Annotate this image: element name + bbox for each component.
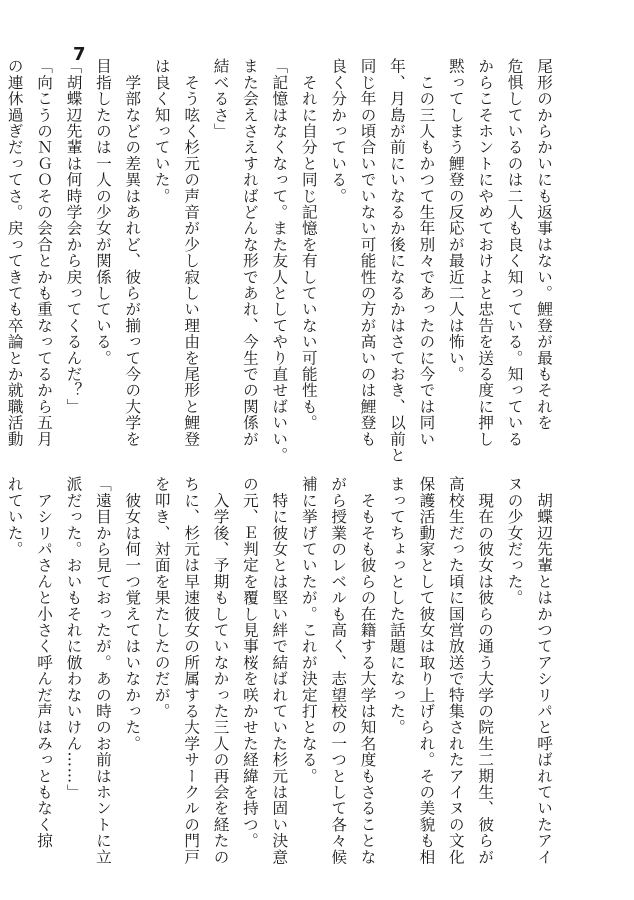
text-line: 胡蝶辺先輩とはかつてアシリパと呼ばれていたアイ — [535, 476, 553, 865]
text-line: 「向こうのＮＧＯその会合とかも重なってるから五月 — [35, 58, 54, 447]
text-line: 良く分かっている。 — [329, 58, 348, 204]
text-line: また会えさえすればどんな形であれ、今生での関係が — [240, 58, 259, 447]
text-line: 黙ってしまう鯉登の反応が最近二人は怖い。 — [446, 58, 465, 382]
text-line: れていた。 — [5, 476, 24, 557]
text-block-top — [5, 58, 558, 463]
text-line: を叩き、対面を果たしたのだが。 — [152, 476, 171, 719]
text-line: 「記憶はなくなって。また友人としてやり直せばいい。 — [270, 58, 289, 463]
text-line: 保護活動家として彼女は取り上げられ。その美貌も相 — [417, 476, 436, 865]
text-line: の連休過ぎだってさ。戻ってきても卒論とか就職活動 — [5, 58, 24, 447]
text-line: そう呟く杉元の声音が少し寂しい理由を尾形と鯉登 — [182, 58, 201, 447]
text-line: 年、月島が前にいなるか後になるかはさておき、以前と — [387, 58, 406, 463]
text-line: 学部などの差異はあれど、彼らが揃って今の大学を — [123, 58, 142, 447]
text-line: がら授業のレベルも高く、志望校の一つとして各々候 — [329, 476, 348, 865]
text-line: 尾形のからかいにも返事はない。鯉登が最もそれを — [535, 58, 553, 431]
text-line: 高校生だった頃に国営放送で特集されたアイヌの文化 — [446, 476, 465, 865]
text-line: 入学後、予期もしていなかった三人の再会を経たの — [211, 476, 230, 865]
text-line: 目指したのは一人の少女が関係している。 — [93, 58, 112, 366]
text-line: ちに、杉元は早速彼女の所属する大学サークルの門戸 — [182, 476, 201, 865]
text-line: は良く知っていた。 — [152, 58, 171, 204]
text-line: 特に彼女とは堅い絆で結ばれていた杉元は固い決意 — [270, 476, 289, 865]
text-line: 危惧しているのは二人も良く知っている。知っている — [505, 58, 524, 447]
text-line: 現在の彼女は彼らの通う大学の院生二期生、彼らが — [476, 476, 495, 865]
text-line: 補に挙げていたが。これが決定打となる。 — [299, 476, 318, 784]
text-line: それに自分と同じ記憶を有していない可能性も。 — [299, 58, 318, 431]
text-line: まってちょっとした話題になった。 — [387, 476, 406, 736]
text-line: 彼女は何一つ覚えてはいなかった。 — [123, 476, 142, 752]
text-line: 「遠目から見ておったが。あの時のお前はホントに立 — [93, 476, 112, 865]
page-number: 7 — [73, 44, 86, 65]
text-line: 結べるさ」 — [211, 58, 230, 139]
text-line: 派だった。おいもそれに倣わないけん……」 — [64, 476, 83, 800]
text-line: 「胡蝶辺先輩は何時学会から戻ってくるんだ？」 — [64, 58, 83, 415]
text-line: ヌの少女だった。 — [505, 476, 524, 606]
text-block-bottom — [5, 476, 558, 865]
text-line: アシリパさんと小さく呼んだ声はみっともなく掠 — [35, 476, 54, 849]
text-line: この三人もかつて生年別々であったのに今では同い — [417, 58, 436, 447]
text-line: の元、Ｅ判定を覆し見事桜を咲かせた経緯を持つ。 — [240, 476, 259, 849]
text-line: そもそも彼らの在籍する大学は知名度もさることな — [358, 476, 377, 865]
text-line: からこそホントにやめておけよと忠告を送る度に押し — [476, 58, 495, 447]
text-line: 同じ年の頃合いでいない可能性の方が高いのは鯉登も — [358, 58, 377, 447]
